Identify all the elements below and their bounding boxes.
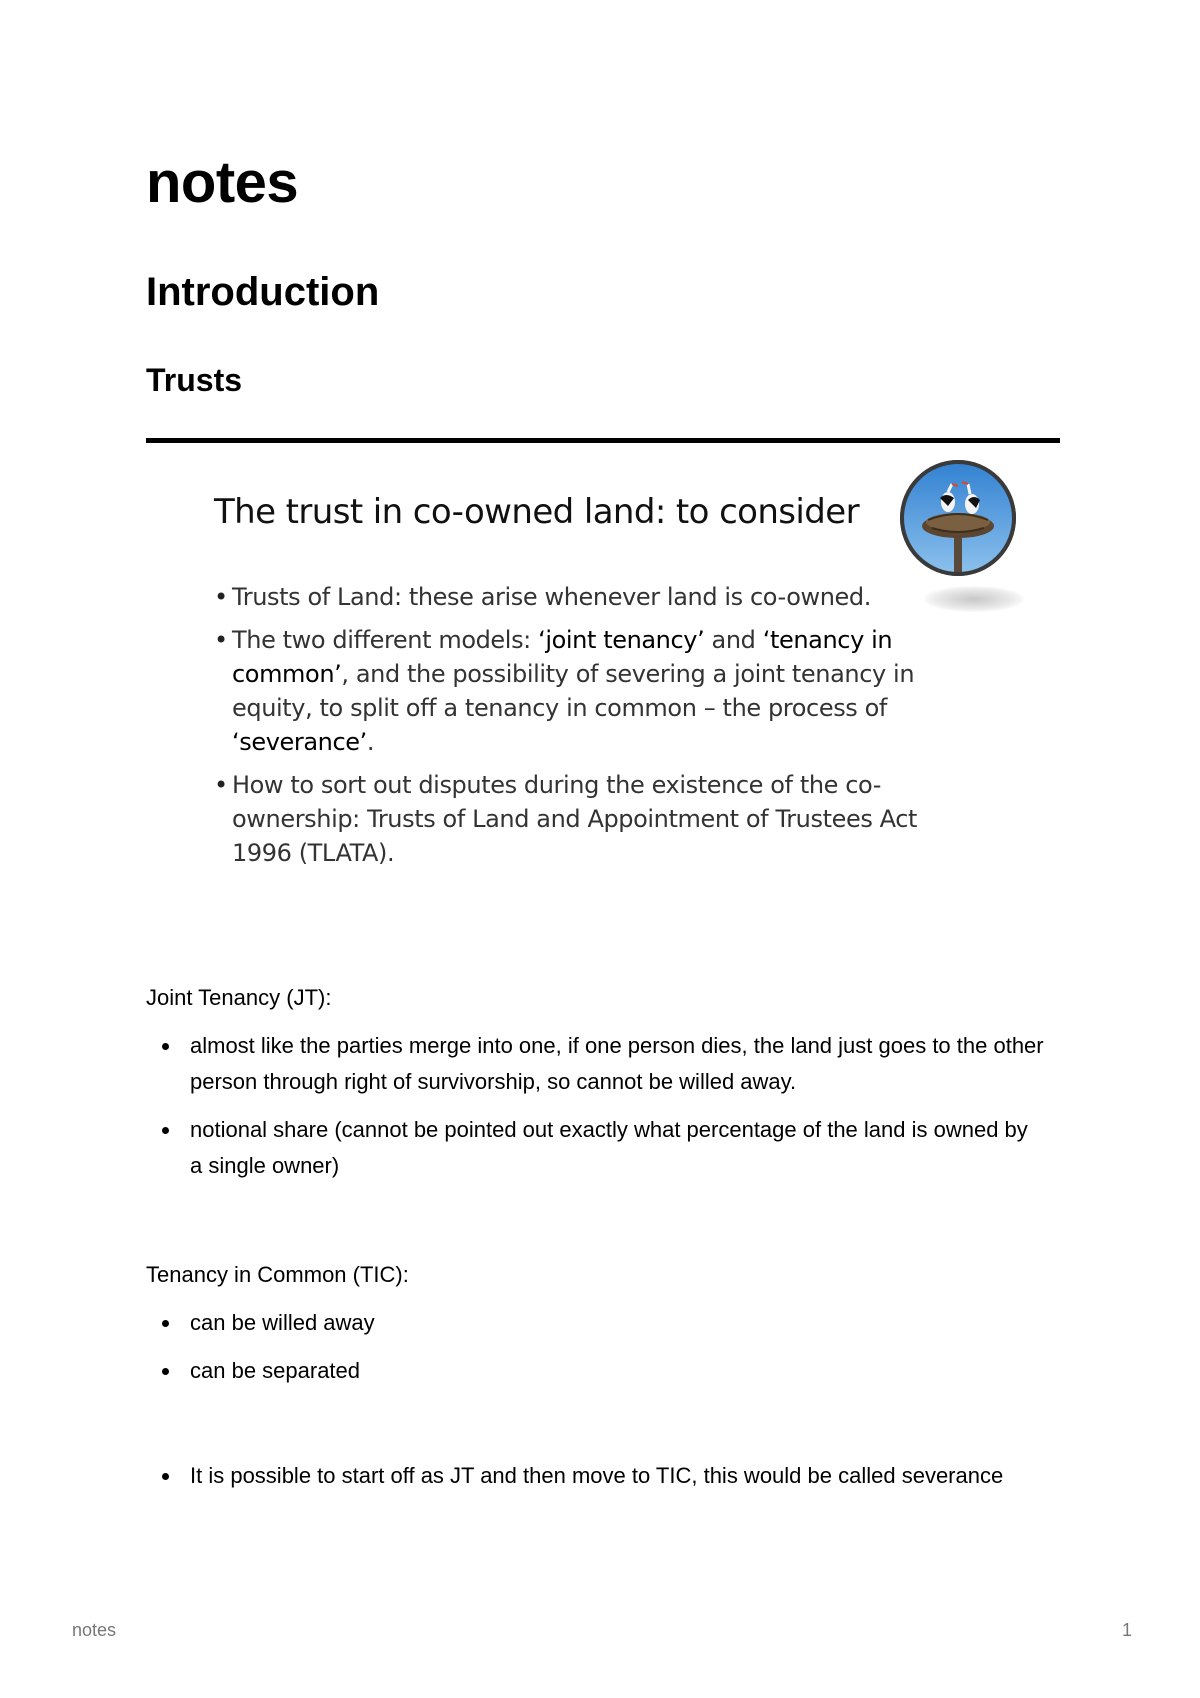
slide-bullet-text: and xyxy=(704,626,763,654)
list-item: It is possible to start off as JT and then move to TIC, this would be called severance xyxy=(146,1458,1046,1494)
slide-title: The trust in co-owned land: to consider xyxy=(214,492,859,532)
tenancy-in-common-section xyxy=(146,1257,1046,1389)
slide-bullet-text: . xyxy=(366,728,375,756)
sub-heading-trusts: Trusts xyxy=(146,362,243,398)
embedded-slide xyxy=(146,438,1060,878)
slide-bullet-text: , and the possibility of severing a joint tenancy in equity, to split off a tenancy in common – the process of xyxy=(232,660,915,722)
section-heading-introduction: Introduction xyxy=(146,270,380,314)
slide-bullet-list xyxy=(214,580,974,879)
slide-term: ‘severance’ xyxy=(232,728,367,756)
list-item: notional share (cannot be pointed out exactly what percentage of the land is owned by a single owner) xyxy=(146,1112,1046,1184)
slide-bullet-text: The two different models: xyxy=(232,626,539,654)
footer-page-number: 1 xyxy=(1121,1620,1132,1640)
slide-term: ‘joint tenancy’ xyxy=(538,626,705,654)
slide-bullet-3 xyxy=(214,768,974,870)
slide-bullet-text: How to sort out disputes during the existence of the co-ownership: Trusts of Land and Appointment of Trustees Act 1996 (TLATA). xyxy=(232,771,918,867)
list-item: can be separated xyxy=(146,1353,1046,1389)
page-title: notes xyxy=(146,150,299,215)
joint-tenancy-section xyxy=(146,980,1046,1184)
stork-nest-icon xyxy=(898,458,1018,578)
slide-bullet-2 xyxy=(214,623,974,759)
joint-tenancy-label: Joint Tenancy (JT): xyxy=(146,985,332,1010)
joint-tenancy-list xyxy=(146,1028,1046,1184)
tenancy-in-common-list xyxy=(146,1305,1046,1389)
tenancy-in-common-label: Tenancy in Common (TIC): xyxy=(146,1262,409,1287)
severance-note-section xyxy=(146,1446,1046,1494)
slide-term: ‘tenancy in common’ xyxy=(232,626,893,688)
slide-bullet-text: Trusts of Land: these arise whenever land is co-owned. xyxy=(232,583,871,611)
slide-top-rule xyxy=(146,438,1060,443)
slide-bullet-1 xyxy=(214,580,974,614)
severance-note-list xyxy=(146,1458,1046,1494)
footer-document-name: notes xyxy=(72,1620,117,1640)
list-item: can be willed away xyxy=(146,1305,1046,1341)
list-item: almost like the parties merge into one, if one person dies, the land just goes to the other person through right of survivorship, so cannot be willed away. xyxy=(146,1028,1046,1100)
